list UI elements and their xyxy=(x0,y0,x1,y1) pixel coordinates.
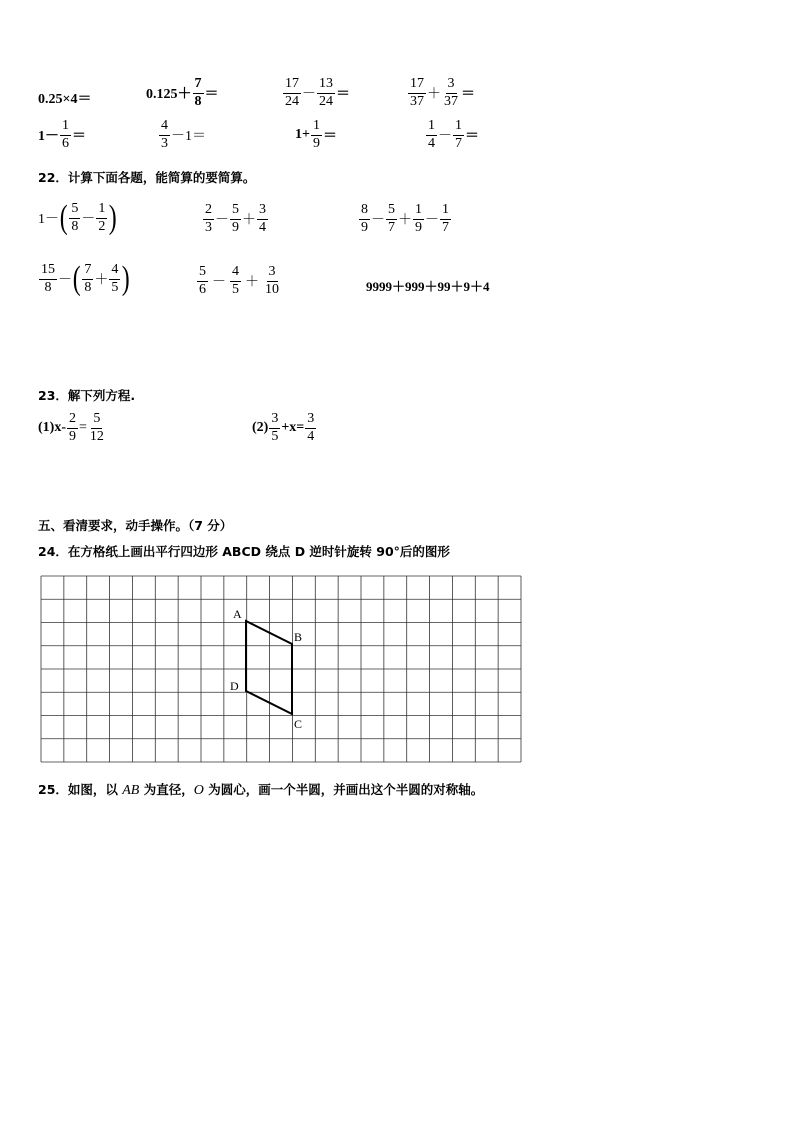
expr-r2-4: $\frac{1}{4}$ － $\frac{1}{7}$ ＝ xyxy=(428,118,479,151)
expr-r1-4: $\frac{17}{37}$ ＋ $\frac{3}{37}$ ＝ xyxy=(410,76,475,109)
label-b: B xyxy=(294,630,303,644)
expr-r1-2: 0.125＋ $\frac{7}{8}$ ＝ xyxy=(146,76,219,109)
q25-text: 25．如图，以 AB 为直径，O 为圆心，画一个半圆，并画出这个半圆的对称轴。 xyxy=(38,782,484,798)
q22-c: $\frac{8}{9}$ － $\frac{5}{7}$ ＋ $\frac{1}{9}$ － $\frac{1}{7}$ xyxy=(361,202,449,235)
q22-title: 22．计算下面各题，能简算的要简算。 xyxy=(38,170,256,185)
q24-title: 24．在方格纸上画出平行四边形 ABCD 绕点 D 逆时针旋转 90°后的图形 xyxy=(38,544,450,559)
expr-r1-3: $\frac{17}{24}$ － $\frac{13}{24}$ ＝ xyxy=(285,76,350,109)
q23-p2: (2) $\frac{3}{5}$ +x= $\frac{3}{4}$ xyxy=(252,411,315,444)
section-5-title: 五、看清要求，动手操作。（7 分） xyxy=(38,518,233,533)
q22-f: 9999＋999＋99＋9＋4 xyxy=(366,279,490,294)
grid-paper[interactable] xyxy=(40,575,522,763)
label-a: A xyxy=(233,607,242,621)
parallelogram-abcd xyxy=(246,621,292,714)
q22-e: $\frac{5}{6}$ － $\frac{4}{5}$ ＋ $\frac{3}{10}$ xyxy=(199,264,279,297)
expr-r2-2: $\frac{4}{3}$ －1＝ xyxy=(161,118,206,151)
q23-p1: (1)x- $\frac{2}{9}$ = $\frac{5}{12}$ xyxy=(38,411,104,444)
grid-lines xyxy=(41,576,521,762)
q23-title: 23．解下列方程. xyxy=(38,388,136,403)
expr-r1-1: 0.25×4＝ xyxy=(38,92,92,107)
q22-d: $\frac{15}{8}$ － ( $\frac{7}{8}$ ＋ $\frac{4}{5}$ ) xyxy=(41,260,130,297)
label-d: D xyxy=(230,679,239,693)
q22-a: 1－ ( $\frac{5}{8}$ － $\frac{1}{2}$ ) xyxy=(38,199,117,236)
label-c: C xyxy=(294,717,303,731)
expr-r2-3: 1+ $\frac{1}{9}$ ＝ xyxy=(295,118,337,151)
q22-b: $\frac{2}{3}$ － $\frac{5}{9}$ ＋ $\frac{3}{4}$ xyxy=(205,202,266,235)
expr-r2-1: 1－ $\frac{1}{6}$ ＝ xyxy=(38,118,86,151)
